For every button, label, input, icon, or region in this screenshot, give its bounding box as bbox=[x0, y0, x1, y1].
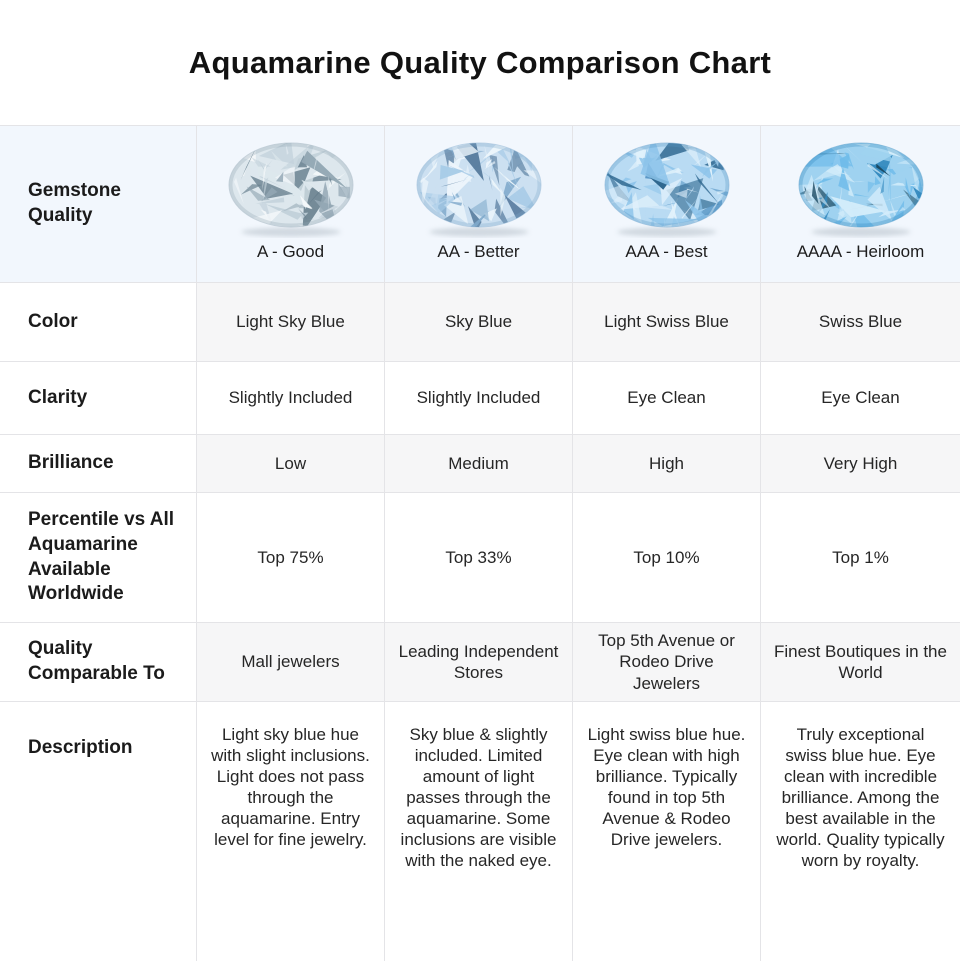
color-value-aaa: Light Swiss Blue bbox=[573, 283, 761, 362]
comparable-value-a: Mall jewelers bbox=[197, 623, 385, 702]
clarity-value-a: Slightly Included bbox=[197, 362, 385, 435]
row-label-gemstone-quality: Gemstone Quality bbox=[0, 126, 197, 283]
brilliance-value-aa: Medium bbox=[385, 435, 573, 493]
clarity-value-aa: Slightly Included bbox=[385, 362, 573, 435]
row-label-description: Description bbox=[0, 702, 197, 961]
percentile-value-a: Top 75% bbox=[197, 493, 385, 623]
row-label-brilliance: Brilliance bbox=[0, 435, 197, 493]
row-label-comparable: Quality Comparable To bbox=[0, 623, 197, 702]
description-value-aaa: Light swiss blue hue. Eye clean with high brilliance. Typically found in top 5th Avenue & Rodeo Drive jewelers. bbox=[573, 702, 761, 961]
column-header-aa-better bbox=[385, 126, 573, 283]
row-label-color: Color bbox=[0, 283, 197, 362]
color-value-a: Light Sky Blue bbox=[197, 283, 385, 362]
comparable-value-aaa: Top 5th Avenue or Rodeo Drive Jewelers bbox=[573, 623, 761, 702]
comparable-value-aa: Leading Independent Stores bbox=[385, 623, 573, 702]
title-bar bbox=[0, 0, 960, 125]
percentile-value-aa: Top 33% bbox=[385, 493, 573, 623]
aquamarine-gem-aaaa-icon bbox=[797, 139, 925, 239]
clarity-value-aaaa: Eye Clean bbox=[761, 362, 960, 435]
description-value-aaaa: Truly exceptional swiss blue hue. Eye clean with incredible brilliance. Among the best available in the world. Quality typically worn by royalty. bbox=[761, 702, 960, 961]
grade-label: AAA - Best bbox=[625, 242, 707, 262]
brilliance-value-aaa: High bbox=[573, 435, 761, 493]
row-label-clarity: Clarity bbox=[0, 362, 197, 435]
aquamarine-gem-aa-icon bbox=[415, 139, 543, 239]
grade-label: A - Good bbox=[257, 242, 324, 262]
aquamarine-gem-aaa-icon bbox=[603, 139, 731, 239]
description-value-a: Light sky blue hue with slight inclusions. Light does not pass through the aquamarine. Entry level for fine jewelry. bbox=[197, 702, 385, 961]
grade-label: AA - Better bbox=[437, 242, 519, 262]
comparison-table bbox=[0, 125, 960, 960]
brilliance-value-aaaa: Very High bbox=[761, 435, 960, 493]
percentile-value-aaaa: Top 1% bbox=[761, 493, 960, 623]
grade-label: AAAA - Heirloom bbox=[797, 242, 925, 262]
percentile-value-aaa: Top 10% bbox=[573, 493, 761, 623]
column-header-aaaa-heirloom bbox=[761, 126, 960, 283]
clarity-value-aaa: Eye Clean bbox=[573, 362, 761, 435]
description-value-aa: Sky blue & slightly included. Limited amount of light passes through the aquamarine. Some inclusions are visible with the naked eye. bbox=[385, 702, 573, 961]
color-value-aa: Sky Blue bbox=[385, 283, 573, 362]
column-header-a-good bbox=[197, 126, 385, 283]
color-value-aaaa: Swiss Blue bbox=[761, 283, 960, 362]
page-title: Aquamarine Quality Comparison Chart bbox=[189, 45, 771, 81]
aquamarine-gem-a-icon bbox=[227, 139, 355, 239]
brilliance-value-a: Low bbox=[197, 435, 385, 493]
row-label-percentile: Percentile vs All Aquamarine Available Worldwide bbox=[0, 493, 197, 623]
comparable-value-aaaa: Finest Boutiques in the World bbox=[761, 623, 960, 702]
column-header-aaa-best bbox=[573, 126, 761, 283]
